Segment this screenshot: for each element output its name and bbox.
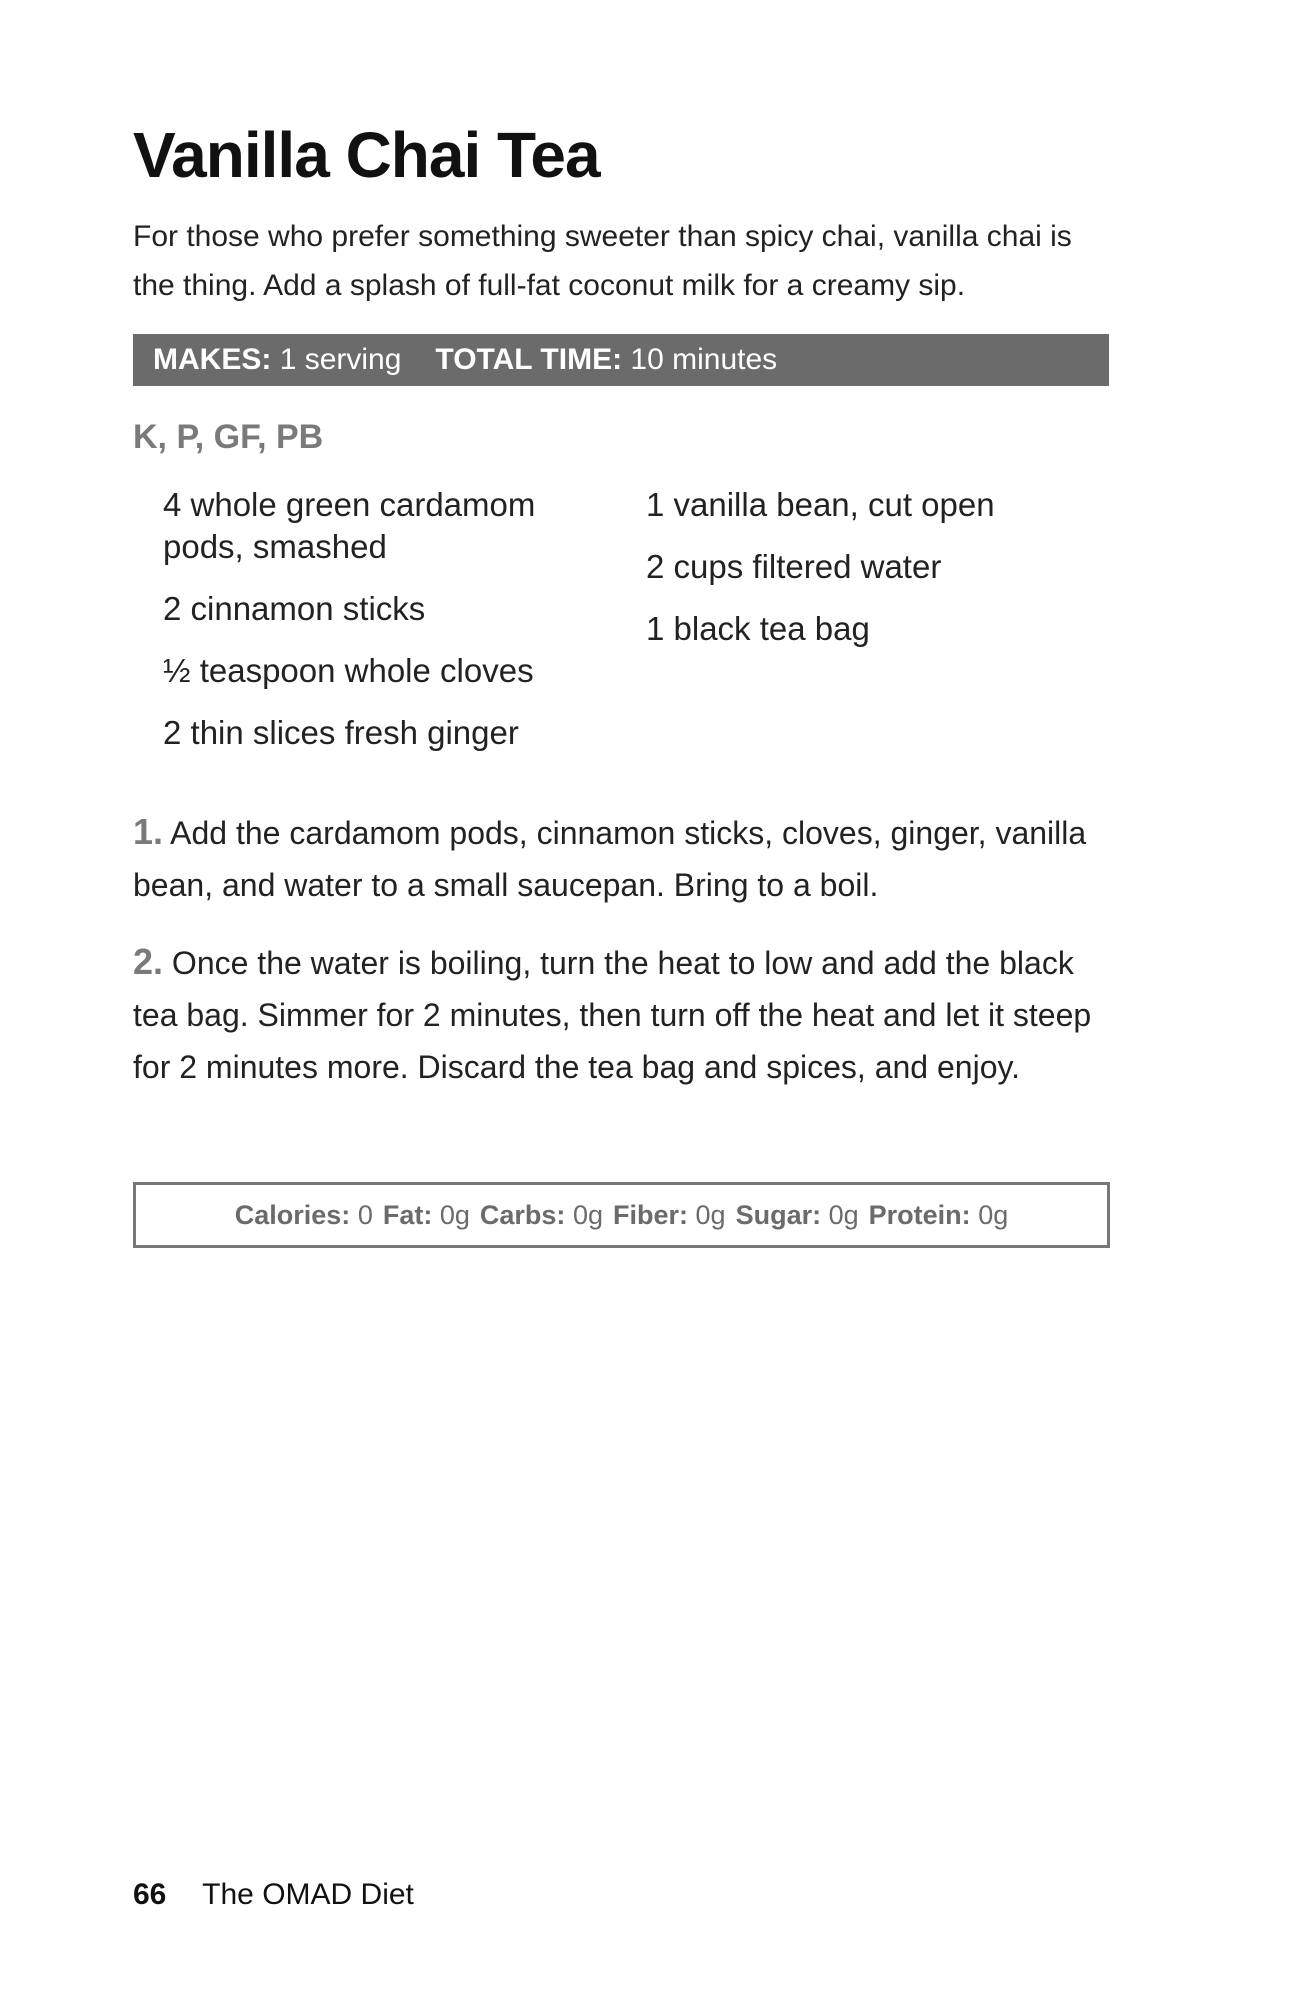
instruction-step-1: [133, 806, 1123, 911]
ingredients-left-column: [163, 484, 603, 774]
step-text: Once the water is boiling, turn the heat to low and add the black tea bag. Simmer for 2 minutes, then turn off the heat and let it steep for 2 minutes more. Discard the tea bag and spices, and enjoy.: [133, 945, 1092, 1085]
ingredient-item: 1 black tea bag: [646, 610, 870, 647]
time-group: [435, 343, 777, 377]
step-number: 1.: [133, 811, 164, 852]
nutrition-fiber: Fiber: 0g: [613, 1199, 726, 1230]
page-number: 66: [133, 1878, 167, 1911]
nutrition-fat: Fat: 0g: [382, 1199, 470, 1230]
ingredients-right-column: [646, 484, 1086, 670]
recipe-intro: For those who prefer something sweeter than spicy chai, vanilla chai is the thing. Add a splash of full-fat coconut milk for a creamy sip.: [133, 220, 1072, 302]
ingredient-item: 1 vanilla bean, cut open: [646, 486, 995, 523]
nutrition-box: [133, 1182, 1110, 1248]
step-text: Add the cardamom pods, cinnamon sticks, cloves, ginger, vanilla bean, and water to a small saucepan. Bring to a boil.: [133, 815, 1087, 903]
ingredient-item: 2 thin slices fresh ginger: [163, 714, 519, 751]
book-title: The OMAD Diet: [202, 1878, 414, 1911]
ingredient-item: ½ teaspoon whole cloves: [163, 652, 534, 689]
ingredient-item: 2 cups filtered water: [646, 548, 942, 585]
page-footer: [133, 1878, 414, 1912]
instruction-step-2: [133, 936, 1123, 1093]
diet-tags: K, P, GF, PB: [133, 418, 324, 456]
ingredient-item: 2 cinnamon sticks: [163, 590, 426, 627]
time-label: TOTAL TIME:: [435, 343, 623, 376]
nutrition-calories: Calories: 0: [234, 1199, 373, 1230]
yield-bar: [133, 334, 1109, 386]
recipe-title: Vanilla Chai Tea: [133, 119, 600, 191]
time-value: 10 minutes: [630, 343, 778, 376]
step-number: 2.: [133, 941, 164, 982]
nutrition-carbs: Carbs: 0g: [479, 1199, 603, 1230]
ingredient-item: 4 whole green cardamom pods, smashed: [163, 486, 536, 565]
nutrition-protein: Protein: 0g: [868, 1199, 1009, 1230]
makes-group: [153, 343, 401, 377]
nutrition-sugar: Sugar: 0g: [735, 1199, 859, 1230]
makes-label: MAKES:: [153, 343, 272, 376]
makes-value: 1 serving: [279, 343, 402, 376]
